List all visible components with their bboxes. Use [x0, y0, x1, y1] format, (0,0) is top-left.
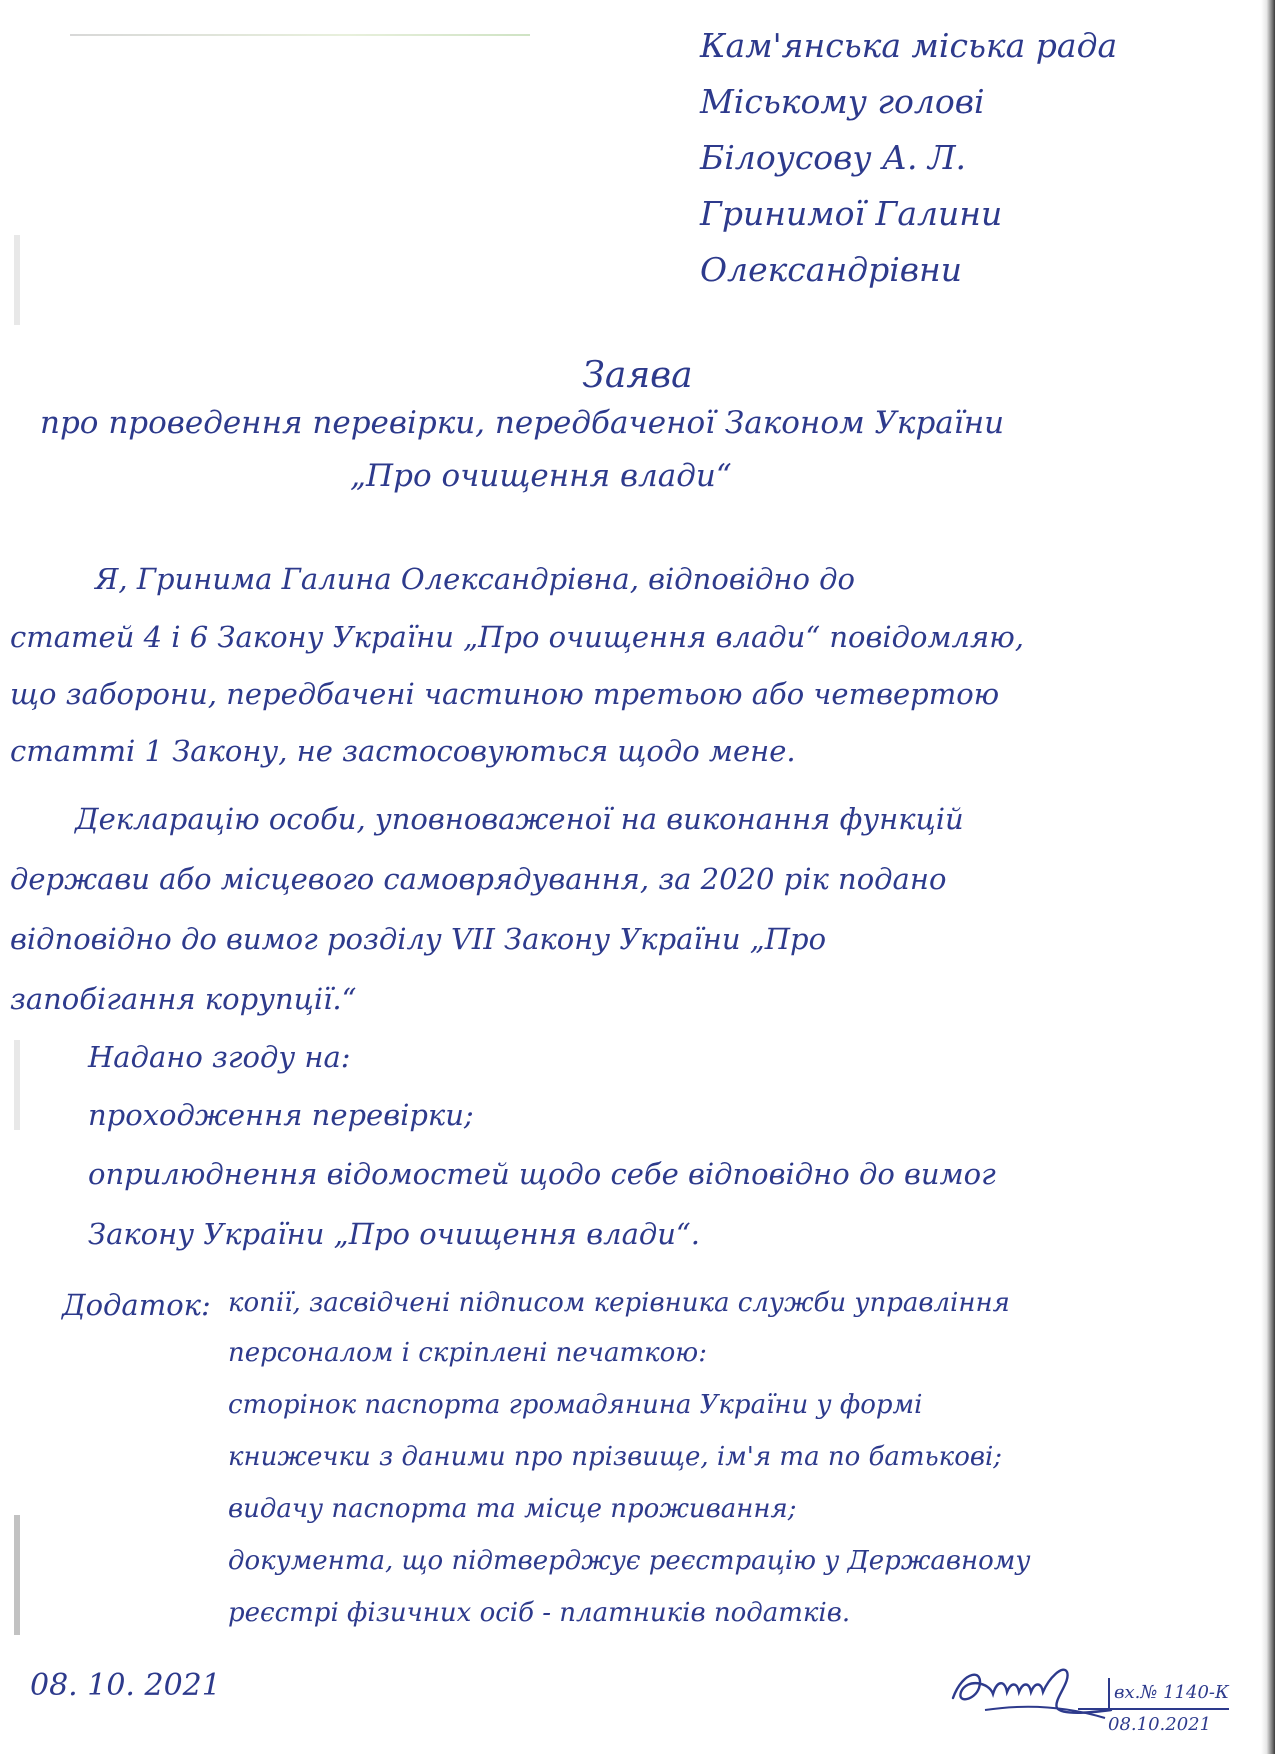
attachment-line: персоналом і скріплені печаткою:	[228, 1338, 707, 1368]
body-line: статті 1 Закону, не застосовуються щодо мене.	[10, 734, 796, 768]
scan-edge	[1261, 0, 1275, 1754]
body-line: проходження перевірки;	[88, 1098, 474, 1132]
addressee-line: Кам'янська міська рада	[700, 26, 1118, 65]
body-line: Надано згоду на:	[88, 1040, 351, 1074]
document-title: Заява	[582, 355, 693, 396]
body-line: запобігання корупції.“	[10, 982, 357, 1016]
body-line: що заборони, передбачені частиною третьою або четвертою	[10, 677, 1000, 711]
body-line: статей 4 і 6 Закону України „Про очищення влади“ повідомляю,	[10, 620, 1024, 654]
body-line: відповідно до вимог розділу VII Закону України „Про	[10, 922, 827, 956]
body-line: держави або місцевого самоврядування, за 2020 рік подано	[10, 862, 947, 896]
attachment-line: реєстрі фізичних осіб - платників податків.	[228, 1598, 851, 1628]
registration-number: вх.№ 1140-К	[1108, 1678, 1229, 1708]
body-line: Декларацію особи, уповноваженої на виконання функцій	[75, 802, 964, 836]
registration-stamp	[1108, 1678, 1229, 1740]
attachment-line: видачу паспорта та місце проживання;	[228, 1494, 797, 1524]
addressee-line: Гринимої Галини	[700, 194, 1003, 233]
addressee-line: Білоусову А. Л.	[700, 138, 967, 177]
attachment-line: книжечки з даними про прізвище, ім'я та по батькові;	[228, 1442, 1003, 1472]
addressee-block	[700, 18, 1117, 298]
document-date: 08. 10. 2021	[30, 1668, 221, 1703]
body-line: Я, Гринима Галина Олександрівна, відповідно до	[95, 562, 855, 596]
attachment-line: копії, засвідчені підписом керівника служби управління	[228, 1288, 1010, 1318]
attachment-line: документа, що підтверджує реєстрацію у Державному	[228, 1546, 1031, 1576]
body-line: Закону України „Про очищення влади“.	[88, 1217, 700, 1251]
document-subtitle: про проведення перевірки, передбаченої Законом України	[40, 405, 1005, 441]
addressee-line: Олександрівни	[700, 250, 962, 289]
registration-date: 08.10.2021	[1078, 1708, 1229, 1740]
top-rule	[70, 34, 530, 36]
scan-smudge	[14, 1515, 20, 1635]
addressee-line: Міському голові	[700, 82, 985, 121]
attachment-line: сторінок паспорта громадянина України у формі	[228, 1390, 923, 1420]
scan-smudge	[14, 1040, 20, 1130]
scan-smudge	[14, 235, 20, 325]
body-line: оприлюднення відомостей щодо себе відповідно до вимог	[88, 1157, 996, 1191]
attachment-label: Додаток:	[62, 1288, 211, 1322]
document-subtitle: „Про очищення влади“	[350, 458, 732, 494]
